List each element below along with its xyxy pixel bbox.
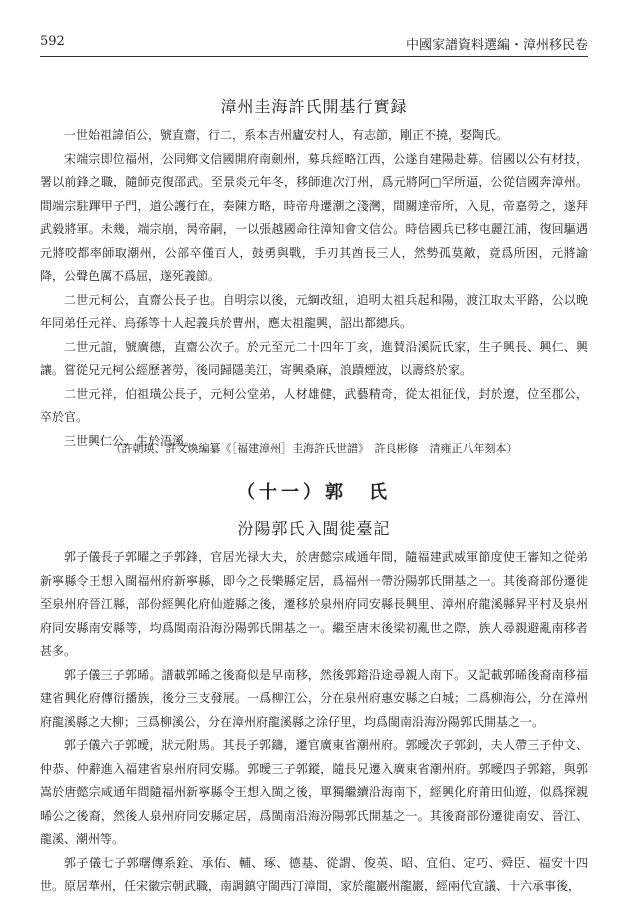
section-title-xu: 漳州圭海許氏開基行實録 [220,97,408,116]
paragraph: 一世始祖諱佰公，號直齋，行二，系本吉州廬安村人，有志節，剛正不撓，娶陶氏。 [64,128,509,142]
source-citation: （許朝瑛、許文煥編纂《［福建漳州］圭海許氏世譜》 許良彬修 清雍正八年刻本） [110,442,518,455]
page-header [40,34,588,57]
paragraph: 二世元柯公，直齋公長子也。自明宗以後，元綱改紐，追明太祖兵起和陽，渡江取太平路，公以晚年同弟任元祥、烏孫等十人起義兵於曹州，應太祖龍興，詔出都總兵。 [40,292,588,330]
section-title-guo: 汾陽郭氏入閩徙臺記 [237,519,391,538]
paragraph: 三世興仁公，生於浯溪。 [64,433,197,448]
paragraph: 二世元祥，伯祖璜公長子，元柯公堂弟，人材雄健，武藝精奇，從太祖征伐，封於遼，位至郡公，卒於官。 [40,386,588,424]
chapter-title-guo: （十一）郭 氏 [237,482,391,503]
paragraph: 郭子儀七子郭曙傳系銓、承佑、輔、琢、德基、從謂、俊英、昭、宜伯、定巧、舜臣、福安十四世。原居華州，任宋徽宗朝武職，南調鎮守閩西汀漳間，家於龍巖州龍巖，經兩代宣議、十六承事後， [40,855,588,893]
page-number: 592 [40,34,65,49]
section-body-xu [40,124,588,453]
paragraph: 郭子儀六子郭曖，狀元附馬。其長子郭鑄，遷官廣東省潮州府。郭曖次子郭釗，夫人帶三子仲文、仲恭、仲辭進入福建省泉州府同安縣。郭曖三子郭鏦，隨長兄遷入廣東省潮州府。郭曖四子郭鎔，與郭嵩於唐懿宗咸通年間隨福州新寧縣令王想入閩之後，單獨繼續沿海南下，經興化府莆田仙遊，似爲探親晞公之後裔，然後人泉州府同安縣定居，爲閩南沿海汾陽郭氏開基之一。其後裔部份遷徙南安、晉江、龍溪、潮州等。 [40,738,588,846]
paragraph: 郭子儀長子郭曜之子郭鋒，官居光禄大夫，於唐懿宗咸通年間，隨福建武威軍節度使王審知之從弟新寧縣令王想入閩福州府新寧縣，即今之長樂縣定居，爲福州一帶汾陽郭氏開基之一。其後裔部份遷徙至泉州府晉江縣，部份經興化府仙遊縣之後，遷移於泉州府同安縣長興里、漳州府龍溪縣昇平村及泉州府同安縣南安縣等，均爲閩南沿海汾陽郭氏開基之一。繼至唐末後梁初亂世之際，族人尋親避亂南移者甚多。 [40,550,588,658]
paragraph: 二世元誼，號廣德，直齋公次子。於元至元二十四年丁亥，進賛沿溪阮氏家，生子興長、興仁、興讓。嘗從兄元柯公經歷著勞，後同歸隱美江，寄興桑麻，浪蹟煙波，以壽終於家。 [40,339,588,377]
paragraph: 宋端宗即位福州，公同鄉文信國開府南劍州，募兵經略江西，公遂自建陽赴募。信國以公有材技，署以前鋒之職，隨師克復邵武。至景炎元年冬，移師進次汀州，爲元將阿□罕所逼，公從信國奔漳州。間端宗駐蹕甲子門，道公護行在，奏陳方略，時帝舟遷潮之淺灣，間關達帝所，入見，帝嘉勞之，遂拜武毅將軍。未幾，端宗崩，昺帝嗣，一以張越國命往漳知會文信公。時信國兵已移屯麗江浦，復回驅遇元將咬都率師取潮州，公部卒僅百人，鼓勇與戰，手刃其酋長三人，然勢孤莫敵，竟爲所困，元將諭降，公聲色厲不爲屈，遂死義節。 [40,151,588,283]
section-body-guo [40,546,588,899]
paragraph: 郭子儀三子郭晞。譜載郭晞之後裔似是早南移，然後郭鎔沿途尋親人南下。又記載郭晞後裔南移福建省興化府傳衍播族，後分三支發展。一爲柳江公，分在泉州府惠安縣之白城；二爲柳海公，分在漳州府龍溪縣之大柳；三爲柳溪公，分在漳州府龍溪縣之涂仔里，均爲閩南沿海汾陽郭氏開基之一。 [40,667,588,729]
book-title: 中國家譜資料選編・漳州移民卷 [405,38,588,53]
